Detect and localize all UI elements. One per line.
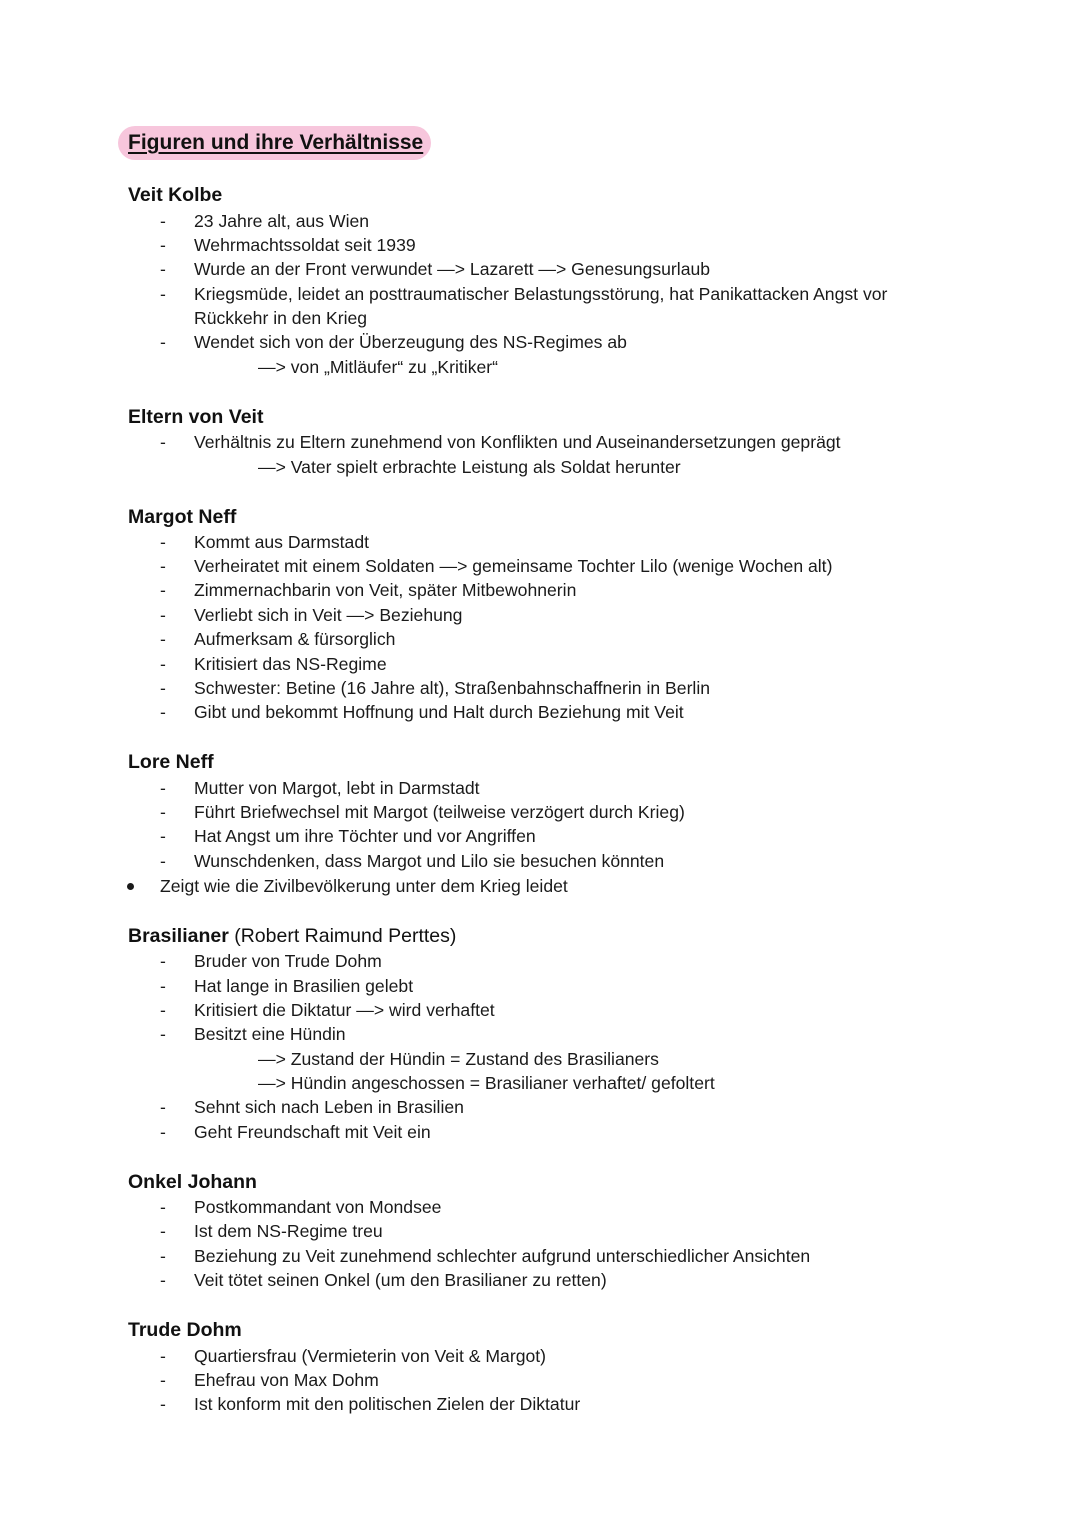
- dash-bullet: -: [160, 332, 166, 352]
- list-item: Hat Angst um ihre Töchter und vor Angriffen: [194, 826, 536, 846]
- list-item: Wunschdenken, dass Margot und Lilo sie besuchen könnten: [194, 851, 665, 871]
- dash-bullet: -: [160, 532, 166, 552]
- sub-item: —> von „Mitläufer“ zu „Kritiker“: [258, 357, 499, 377]
- dash-bullet: -: [160, 1370, 166, 1390]
- dash-bullet: -: [160, 1346, 166, 1366]
- list-item: Verliebt sich in Veit —> Beziehung: [194, 605, 463, 625]
- dash-bullet: -: [160, 802, 166, 822]
- dash-bullet: -: [160, 432, 166, 452]
- dash-bullet: -: [160, 976, 166, 996]
- list-item: Besitzt eine Hündin: [194, 1024, 346, 1044]
- dash-bullet: -: [160, 678, 166, 698]
- sub-item: —> Vater spielt erbrachte Leistung als Soldat herunter: [258, 457, 681, 477]
- dash-bullet: -: [160, 580, 166, 600]
- list-item: Kritisiert die Diktatur —> wird verhaftet: [194, 1000, 495, 1020]
- list-item: Mutter von Margot, lebt in Darmstadt: [194, 778, 480, 798]
- dash-bullet: -: [160, 951, 166, 971]
- dash-bullet: -: [160, 211, 166, 231]
- section-heading-onkel-johann: Onkel Johann: [128, 1171, 257, 1193]
- dash-bullet: -: [160, 702, 166, 722]
- section-heading-full-name: (Robert Raimund Perttes): [234, 925, 457, 947]
- dash-bullet: -: [160, 284, 166, 304]
- list-item: Wehrmachtssoldat seit 1939: [194, 235, 416, 255]
- section-heading-brasilianer: [128, 924, 456, 948]
- dash-bullet: -: [160, 778, 166, 798]
- list-item-continuation: Rückkehr in den Krieg: [194, 308, 368, 328]
- list-item: Verheiratet mit einem Soldaten —> gemeinsame Tochter Lilo (wenige Wochen alt): [194, 556, 833, 576]
- section-heading-veit-kolbe: Veit Kolbe: [128, 184, 223, 206]
- section-heading-trude-dohm: Trude Dohm: [128, 1319, 242, 1341]
- list-item: Quartiersfrau (Vermieterin von Veit & Margot): [194, 1346, 547, 1366]
- list-item: Geht Freundschaft mit Veit ein: [194, 1122, 431, 1142]
- list-item: Aufmerksam & fürsorglich: [194, 629, 396, 649]
- dash-bullet: -: [160, 1394, 166, 1414]
- dash-bullet: -: [160, 1000, 166, 1020]
- list-item: Ist dem NS-Regime treu: [194, 1221, 383, 1241]
- list-item: 23 Jahre alt, aus Wien: [194, 211, 370, 231]
- dash-bullet: -: [160, 1221, 166, 1241]
- dash-bullet: -: [160, 654, 166, 674]
- dash-bullet: -: [160, 826, 166, 846]
- list-item: Sehnt sich nach Leben in Brasilien: [194, 1097, 464, 1117]
- list-item: Hat lange in Brasilien gelebt: [194, 976, 414, 996]
- list-item: Wendet sich von der Überzeugung des NS-Regimes ab: [194, 332, 627, 352]
- sub-item: —> Hündin angeschossen = Brasilianer verhaftet/ gefoltert: [258, 1073, 715, 1093]
- sub-item: —> Zustand der Hündin = Zustand des Brasilianers: [258, 1049, 659, 1069]
- section-heading-margot-neff: Margot Neff: [128, 506, 237, 528]
- dash-bullet: -: [160, 605, 166, 625]
- round-bullet: [127, 883, 134, 890]
- page-title: Figuren und ihre Verhältnisse: [128, 131, 424, 154]
- dash-bullet: -: [160, 629, 166, 649]
- list-item: Veit tötet seinen Onkel (um den Brasilianer zu retten): [194, 1270, 607, 1290]
- dash-bullet: -: [160, 1097, 166, 1117]
- list-item: Kritisiert das NS-Regime: [194, 654, 387, 674]
- list-item: Ist konform mit den politischen Zielen der Diktatur: [194, 1394, 581, 1414]
- section-heading-lore-neff: Lore Neff: [128, 751, 214, 773]
- list-item: Schwester: Betine (16 Jahre alt), Straßenbahnschaffnerin in Berlin: [194, 678, 711, 698]
- list-item: Zeigt wie die Zivilbevölkerung unter dem Krieg leidet: [160, 876, 568, 896]
- dash-bullet: -: [160, 235, 166, 255]
- list-item: Verhältnis zu Eltern zunehmend von Konflikten und Auseinandersetzungen geprägt: [194, 432, 841, 452]
- dash-bullet: -: [160, 556, 166, 576]
- dash-bullet: -: [160, 1270, 166, 1290]
- section-heading-eltern-von-veit: Eltern von Veit: [128, 406, 264, 428]
- title-highlight: [118, 126, 431, 160]
- list-item: Kommt aus Darmstadt: [194, 532, 370, 552]
- dash-bullet: -: [160, 851, 166, 871]
- dash-bullet: -: [160, 1122, 166, 1142]
- section-heading-name: Brasilianer: [128, 925, 229, 947]
- list-item: Beziehung zu Veit zunehmend schlechter aufgrund unterschiedlicher Ansichten: [194, 1246, 811, 1266]
- dash-bullet: -: [160, 259, 166, 279]
- dash-bullet: -: [160, 1197, 166, 1217]
- list-item: Postkommandant von Mondsee: [194, 1197, 442, 1217]
- list-item: Ehefrau von Max Dohm: [194, 1370, 379, 1390]
- list-item: Gibt und bekommt Hoffnung und Halt durch Beziehung mit Veit: [194, 702, 684, 722]
- list-item: Führt Briefwechsel mit Margot (teilweise verzögert durch Krieg): [194, 802, 685, 822]
- list-item: Zimmernachbarin von Veit, später Mitbewohnerin: [194, 580, 577, 600]
- list-item: Kriegsmüde, leidet an posttraumatischer Belastungsstörung, hat Panikattacken Angst vor: [194, 284, 888, 304]
- dash-bullet: -: [160, 1024, 166, 1044]
- dash-bullet: -: [160, 1246, 166, 1266]
- list-item: Wurde an der Front verwundet —> Lazarett —> Genesungsurlaub: [194, 259, 711, 279]
- list-item: Bruder von Trude Dohm: [194, 951, 382, 971]
